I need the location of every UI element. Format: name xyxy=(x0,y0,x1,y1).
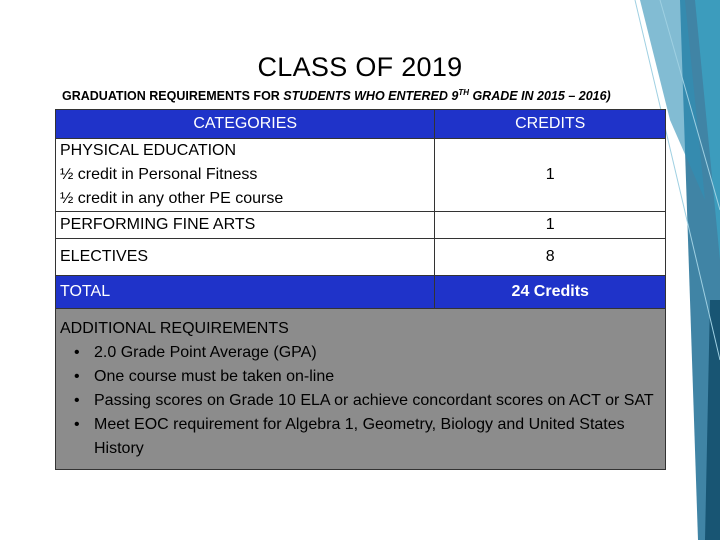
pe-credits: 1 xyxy=(435,139,666,212)
pe-line1: ½ credit in Personal Fitness xyxy=(60,166,258,183)
page-title: CLASS OF 2019 xyxy=(257,52,463,82)
list-item: • One course must be taken on-line xyxy=(94,365,661,389)
list-item: • Passing scores on Grade 10 ELA or achieve concordant scores on ACT or SAT xyxy=(94,389,661,413)
fine-arts-credits: 1 xyxy=(435,212,666,239)
table-row-total xyxy=(56,276,666,309)
additional-requirements-cell xyxy=(56,309,666,470)
bullet-icon: • xyxy=(74,368,80,385)
table-header-row xyxy=(56,110,666,139)
table-row-fine-arts xyxy=(56,212,666,239)
header-categories: CATEGORIES xyxy=(56,110,435,139)
total-label: TOTAL xyxy=(56,276,435,309)
page-subtitle xyxy=(62,88,611,103)
electives-credits: 8 xyxy=(435,239,666,276)
table-row-additional xyxy=(56,309,666,470)
electives-label: ELECTIVES xyxy=(56,239,435,276)
pe-line2: ½ credit in any other PE course xyxy=(60,190,284,207)
list-item: • 2.0 Grade Point Average (GPA) xyxy=(94,341,661,365)
bullet-icon: • xyxy=(74,392,80,409)
list-item: • Meet EOC requirement for Algebra 1, Geometry, Biology and United States History xyxy=(94,413,661,461)
bullet-icon: • xyxy=(74,416,80,433)
pe-label: PHYSICAL EDUCATION xyxy=(60,142,237,159)
total-credits: 24 Credits xyxy=(435,276,666,309)
table-row-physical-education xyxy=(56,139,666,212)
bullet-icon: • xyxy=(74,344,80,361)
header-credits: CREDITS xyxy=(435,110,666,139)
subtitle-sup: TH xyxy=(458,88,469,97)
pe-category-cell xyxy=(56,139,435,212)
subtitle-part2: STUDENTS WHO ENTERED 9TH GRADE IN 2015 – 2016) xyxy=(283,88,611,104)
table-row-electives xyxy=(56,239,666,276)
subtitle-part1: GRADUATION REQUIREMENTS FOR xyxy=(62,89,284,104)
additional-heading: ADDITIONAL REQUIREMENTS xyxy=(60,320,289,337)
fine-arts-label: PERFORMING FINE ARTS xyxy=(56,212,435,239)
additional-list xyxy=(60,341,661,461)
requirements-table xyxy=(55,109,666,470)
